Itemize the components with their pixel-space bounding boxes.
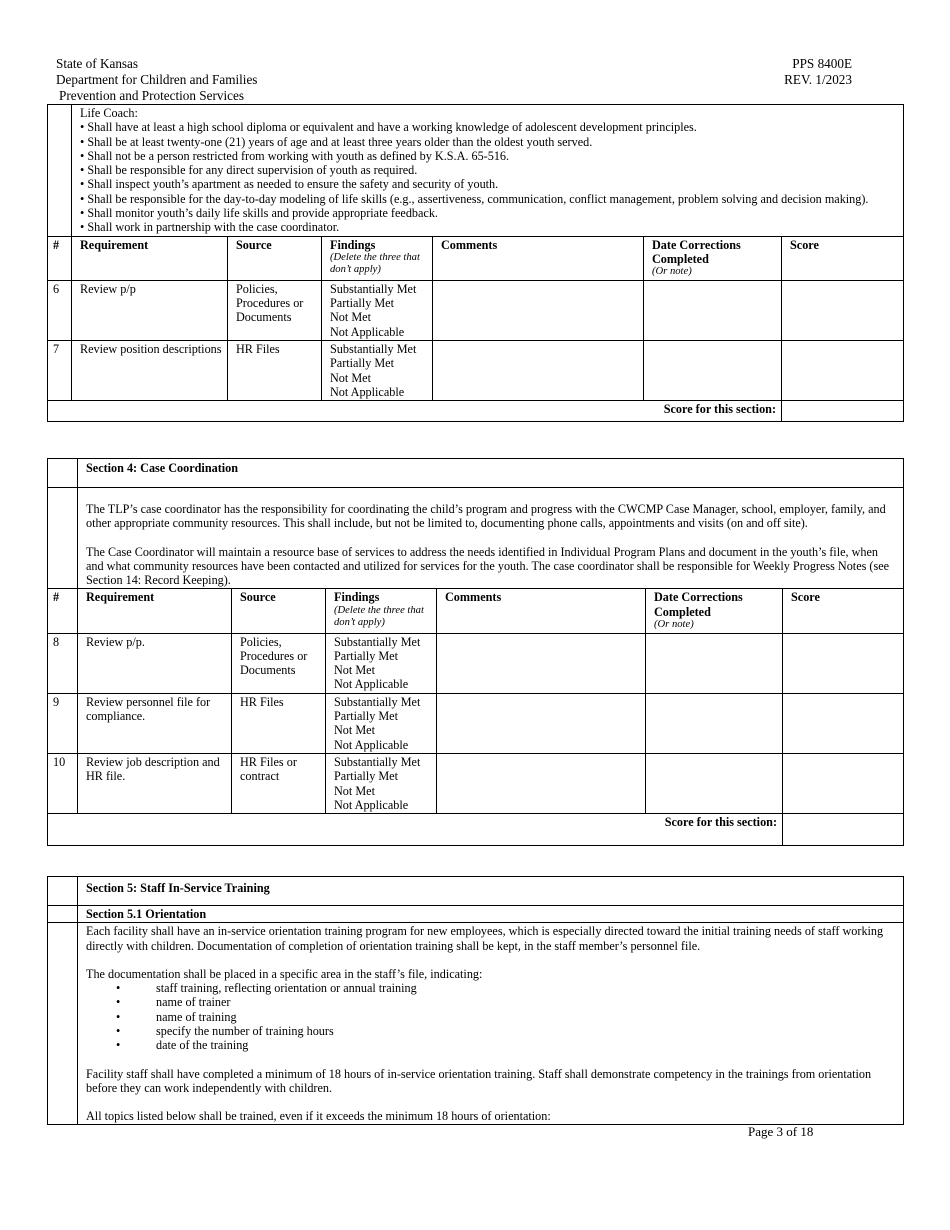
- col-source-header: Source: [232, 589, 326, 633]
- list-item: • Shall not be a person restricted from working with youth as defined by K.S.A. 65-516.: [80, 148, 510, 163]
- row-source: Policies, Procedures or Documents: [228, 280, 322, 340]
- finding-option: Substantially Met: [334, 754, 421, 769]
- section4-para1: The TLP’s case coordinator has the responsibility for coordinating the child’s program and progress with the CWCMP Case Manager, school, employer, family, and other appropriate community resources. This shall include, but not be limited to, documenting phone calls, appointments and visits (on and off site).: [86, 502, 886, 531]
- row-findings[interactable]: [326, 633, 437, 693]
- col-date-header: [646, 589, 783, 633]
- list-item: • name of trainer: [143, 995, 898, 1009]
- list-item: • Shall inspect youth’s apartment as needed to ensure the safety and security of youth.: [80, 177, 499, 192]
- row-requirement: Review job description and HR file.: [78, 753, 232, 813]
- row-date-field[interactable]: [646, 693, 783, 753]
- list-item: • Shall work in partnership with the case coordinator.: [80, 220, 340, 235]
- col-date-header: [644, 236, 782, 280]
- list-item: • Shall be responsible for any direct supervision of youth as required.: [80, 163, 418, 178]
- section5-para1: Each facility shall have an in-service orientation training program for new employees, which is especially directed toward the initial training needs of staff working directly with children. Documentation of completion of orientation training shall be kept, in the staff member’s personnel file.: [86, 924, 884, 953]
- table-row: [48, 340, 904, 400]
- row-num: 8: [48, 633, 78, 693]
- row-findings[interactable]: [322, 340, 433, 400]
- section5-table: [47, 876, 904, 1125]
- row-score-field[interactable]: [783, 693, 904, 753]
- section4-title: Section 4: Case Coordination: [78, 459, 904, 488]
- row-num: 10: [48, 753, 78, 813]
- section5-para2: The documentation shall be placed in a specific area in the staff’s file, indicating:: [86, 966, 483, 981]
- section4-description: [78, 488, 904, 589]
- form-id-block: [784, 56, 852, 88]
- table-row: [48, 633, 904, 693]
- section4-para2: The Case Coordinator will maintain a resource base of services to address the needs identified in Individual Program Plans and document in the youth’s file, when and what community resources have been contacted and utilized for services for the youth. The case coordinator shall be responsible for Weekly Progress Notes (see Section 14: Record Keeping).: [86, 544, 890, 588]
- finding-option: Partially Met: [334, 709, 398, 724]
- list-item: • Shall be at least twenty-one (21) years of age and at least three years older than the oldest youth served.: [80, 134, 593, 149]
- date-note: (Or note): [652, 266, 692, 278]
- row-requirement: Review p/p.: [78, 633, 232, 693]
- blank-num-cell: [48, 906, 78, 923]
- col-comments-header: Comments: [437, 589, 646, 633]
- row-comments-field[interactable]: [433, 340, 644, 400]
- finding-option: Not Applicable: [334, 677, 409, 692]
- table-header-row: [48, 589, 904, 633]
- finding-option: Not Met: [334, 723, 375, 738]
- date-label: Date Corrections Completed: [654, 590, 743, 619]
- list-item: • staff training, reflecting orientation or annual training: [143, 981, 898, 995]
- row-date-field[interactable]: [646, 633, 783, 693]
- documentation-list: [143, 981, 898, 1052]
- row-comments-field[interactable]: [437, 633, 646, 693]
- finding-option: Not Met: [330, 310, 371, 325]
- revision-date: REV. 1/2023: [784, 72, 852, 87]
- row-findings[interactable]: [322, 280, 433, 340]
- row-score-field[interactable]: [782, 340, 904, 400]
- findings-note: (Delete the three that don’t apply): [334, 604, 424, 629]
- col-score-header: Score: [782, 236, 904, 280]
- blank-num-cell: [48, 923, 78, 1124]
- finding-option: Not Applicable: [334, 737, 409, 752]
- blank-num-cell: [48, 105, 72, 237]
- finding-option: Not Applicable: [334, 797, 409, 812]
- row-requirement: Review position descriptions: [72, 340, 228, 400]
- agency-block: [56, 56, 257, 104]
- finding-option: Partially Met: [330, 356, 394, 371]
- blank-num-cell: [48, 488, 78, 589]
- score-label: Score for this section:: [48, 401, 782, 422]
- row-num: 9: [48, 693, 78, 753]
- blank-num-cell: [48, 877, 78, 906]
- section5-subtitle: Section 5.1 Orientation: [78, 906, 904, 923]
- section5-title: Section 5: Staff In-Service Training: [78, 877, 904, 906]
- finding-option: Partially Met: [334, 769, 398, 784]
- finding-option: Not Applicable: [330, 324, 405, 339]
- row-score-field[interactable]: [783, 633, 904, 693]
- row-findings[interactable]: [326, 753, 437, 813]
- row-comments-field[interactable]: [437, 693, 646, 753]
- row-score-field[interactable]: [782, 280, 904, 340]
- col-findings-header: [326, 589, 437, 633]
- table-row: [48, 753, 904, 813]
- finding-option: Partially Met: [334, 648, 398, 663]
- findings-label: Findings: [334, 590, 380, 605]
- score-row: [48, 401, 904, 422]
- list-item: • name of training: [143, 1010, 898, 1024]
- date-note: (Or note): [654, 619, 694, 631]
- row-source: HR Files: [228, 340, 322, 400]
- row-comments-field[interactable]: [433, 280, 644, 340]
- col-score-header: Score: [783, 589, 904, 633]
- blank-num-cell: [48, 459, 78, 488]
- finding-option: Not Met: [330, 370, 371, 385]
- section-score-field[interactable]: [782, 401, 904, 422]
- row-source: Policies, Procedures or Documents: [232, 633, 326, 693]
- department-name: Department for Children and Families: [56, 72, 258, 87]
- list-item: • Shall monitor youth’s daily life skills and provide appropriate feedback.: [80, 206, 438, 221]
- form-number: PPS 8400E: [792, 56, 852, 71]
- list-item: • specify the number of training hours: [143, 1024, 898, 1038]
- row-comments-field[interactable]: [437, 753, 646, 813]
- finding-option: Substantially Met: [334, 694, 421, 709]
- row-findings[interactable]: [326, 693, 437, 753]
- date-label: Date Corrections Completed: [652, 237, 741, 266]
- section5-para3: Facility staff shall have completed a minimum of 18 hours of in-service orientation training. Staff shall demonstrate competency in the trainings from orientation before they can work independently with children.: [86, 1066, 872, 1095]
- row-num: 6: [48, 280, 72, 340]
- table-row: [48, 280, 904, 340]
- life-coach-title: Life Coach:: [80, 106, 138, 120]
- row-date-field[interactable]: [644, 280, 782, 340]
- col-source-header: Source: [228, 236, 322, 280]
- finding-option: Not Met: [334, 783, 375, 798]
- finding-option: Not Applicable: [330, 384, 405, 399]
- findings-label: Findings: [330, 237, 376, 252]
- finding-option: Not Met: [334, 663, 375, 678]
- list-item: • Shall be responsible for the day-to-day modeling of life skills (e.g., assertiveness, communication, conflict management, problem solving and decision making).: [80, 191, 869, 206]
- list-item: • Shall have at least a high school diploma or equivalent and have a working knowledge of adolescent development principles.: [80, 120, 697, 135]
- table-header-row: [48, 236, 904, 280]
- section5-para4: All topics listed below shall be trained, even if it exceeds the minimum 18 hours of orientation:: [86, 1109, 551, 1124]
- col-requirement-header: Requirement: [72, 236, 228, 280]
- row-source: HR Files: [232, 693, 326, 753]
- page-number: Page 3 of 18: [748, 1124, 814, 1139]
- finding-option: Partially Met: [330, 296, 394, 311]
- life-coach-table: [47, 104, 904, 422]
- row-source: HR Files or contract: [232, 753, 326, 813]
- section5-body: [78, 923, 904, 1124]
- col-num-header: #: [48, 589, 78, 633]
- section-score-field[interactable]: [783, 814, 904, 846]
- finding-option: Substantially Met: [330, 341, 417, 356]
- row-date-field[interactable]: [646, 753, 783, 813]
- finding-option: Substantially Met: [334, 634, 421, 649]
- col-num-header: #: [48, 236, 72, 280]
- row-date-field[interactable]: [644, 340, 782, 400]
- row-score-field[interactable]: [783, 753, 904, 813]
- life-coach-description: [72, 105, 904, 237]
- score-row: [48, 814, 904, 846]
- score-label: Score for this section:: [48, 814, 783, 846]
- state-name: State of Kansas: [56, 56, 139, 71]
- row-requirement: Review personnel file for compliance.: [78, 693, 232, 753]
- col-findings-header: [322, 236, 433, 280]
- list-item: • date of the training: [143, 1038, 898, 1052]
- col-requirement-header: Requirement: [78, 589, 232, 633]
- table-row: [48, 693, 904, 753]
- section4-table: [47, 458, 904, 846]
- col-comments-header: Comments: [433, 236, 644, 280]
- finding-option: Substantially Met: [330, 281, 417, 296]
- division-name: Prevention and Protection Services: [59, 88, 244, 103]
- findings-note: (Delete the three that don’t apply): [330, 251, 420, 276]
- row-num: 7: [48, 340, 72, 400]
- row-requirement: Review p/p: [72, 280, 228, 340]
